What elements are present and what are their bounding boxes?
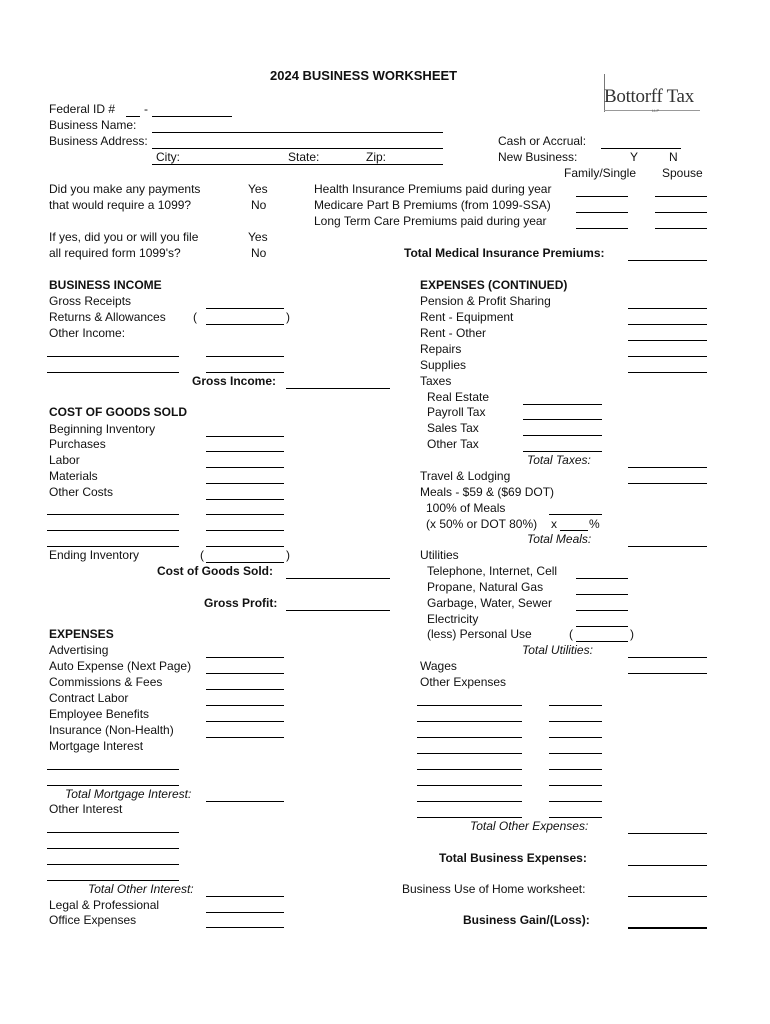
other-interest-label: Other Interest [49, 802, 123, 816]
other-costs-desc-1[interactable] [47, 514, 179, 515]
auto-expense-label: Auto Expense (Next Page) [49, 659, 192, 673]
state-label: State: [288, 150, 320, 164]
insurance-label: Insurance (Non-Health) [49, 723, 174, 737]
q1099-line1: Did you make any payments [49, 182, 201, 196]
meals-pct-sign: % [589, 517, 600, 531]
q1099f-yes[interactable]: Yes [248, 230, 268, 244]
materials-field[interactable] [206, 483, 284, 484]
cash-accrual-label: Cash or Accrual: [498, 134, 587, 148]
other-costs-amount-1[interactable] [206, 514, 284, 515]
returns-paren-open: ( [193, 310, 197, 324]
gross-profit-label: Gross Profit: [204, 596, 278, 610]
other-income-amount-1[interactable] [206, 356, 284, 357]
mortgage-desc-2[interactable] [47, 785, 179, 786]
returns-paren-close: ) [286, 310, 290, 324]
meals-50-label: (x 50% or DOT 80%) [426, 517, 538, 531]
cogs-heading: COST OF GOODS SOLD [49, 405, 188, 419]
travel-field[interactable] [628, 483, 707, 484]
other-exp-desc-3[interactable] [417, 737, 522, 738]
home-use-label: Business Use of Home worksheet: [402, 882, 586, 896]
sales-tax-field[interactable] [523, 435, 602, 436]
auto-expense-field[interactable] [206, 673, 284, 674]
other-exp-desc-1[interactable] [417, 705, 522, 706]
logo-text: Bottorff Tax [604, 86, 694, 107]
wages-label: Wages [420, 659, 457, 673]
telephone-field[interactable] [576, 578, 628, 579]
gross-receipts-label: Gross Receipts [49, 294, 132, 308]
personal-paren-close: ) [630, 627, 634, 641]
rent-other-field[interactable] [628, 340, 707, 341]
q1099-line2: that would require a 1099? [49, 198, 192, 212]
cost-goods-sold-label: Cost of Goods Sold: [157, 564, 273, 578]
travel-label: Travel & Lodging [420, 469, 511, 483]
propane-label: Propane, Natural Gas [427, 580, 544, 594]
total-business-expenses-label: Total Business Expenses: [439, 851, 587, 865]
other-exp-amount-5[interactable] [549, 769, 602, 770]
other-tax-label: Other Tax [427, 437, 479, 451]
other-exp-amount-7[interactable] [549, 801, 602, 802]
mortgage-interest-label: Mortgage Interest [49, 739, 144, 753]
office-label: Office Expenses [49, 913, 137, 927]
rent-other-label: Rent - Other [420, 326, 487, 340]
other-exp-amount-4[interactable] [549, 753, 602, 754]
q1099f-line1: If yes, did you or will you file [49, 230, 199, 244]
rent-equipment-label: Rent - Equipment [420, 310, 514, 324]
other-costs-amount-3[interactable] [206, 546, 284, 547]
total-mortgage-field[interactable] [206, 801, 284, 802]
returns-label: Returns & Allowances [49, 310, 166, 324]
gross-income-label: Gross Income: [192, 374, 277, 388]
expenses-heading: EXPENSES [49, 627, 114, 641]
logo-subtext: LLP [652, 108, 660, 113]
real-estate-tax-field[interactable] [523, 404, 602, 405]
cost-goods-sold-field[interactable] [286, 578, 390, 579]
other-tax-field[interactable] [523, 451, 602, 452]
purchases-field[interactable] [206, 451, 284, 452]
commissions-field[interactable] [206, 689, 284, 690]
total-other-interest-field[interactable] [206, 896, 284, 897]
ltc-spouse-field[interactable] [655, 228, 707, 229]
returns-field[interactable] [206, 324, 284, 325]
q1099-no[interactable]: No [251, 198, 267, 212]
telephone-label: Telephone, Internet, Cell [427, 564, 558, 578]
garbage-label: Garbage, Water, Sewer [427, 596, 552, 610]
contract-labor-field[interactable] [206, 705, 284, 706]
other-exp-desc-7[interactable] [417, 801, 522, 802]
other-interest-desc-4[interactable] [47, 880, 179, 881]
new-business-no[interactable]: N [669, 150, 678, 164]
company-logo [600, 72, 705, 116]
gross-receipts-field[interactable] [206, 308, 284, 309]
gross-income-field[interactable] [286, 388, 390, 389]
meals-x: x [551, 517, 557, 531]
total-other-expenses-field[interactable] [628, 833, 707, 834]
labor-label: Labor [49, 453, 80, 467]
office-field[interactable] [206, 927, 284, 928]
q1099-yes[interactable]: Yes [248, 182, 268, 196]
propane-field[interactable] [576, 594, 628, 595]
other-costs-label: Other Costs [49, 485, 114, 499]
other-interest-desc-3[interactable] [47, 864, 179, 865]
personal-use-label: (less) Personal Use [427, 627, 532, 641]
federal-id-field-1[interactable] [126, 116, 140, 117]
total-utilities-field[interactable] [628, 657, 707, 658]
total-other-interest-label: Total Other Interest: [88, 882, 194, 896]
ltc-label: Long Term Care Premiums paid during year [314, 214, 547, 228]
health-insurance-label: Health Insurance Premiums paid during year [314, 182, 552, 196]
legal-field[interactable] [206, 912, 284, 913]
home-use-field[interactable] [628, 896, 707, 897]
total-medical-label: Total Medical Insurance Premiums: [404, 246, 605, 260]
zip-label: Zip: [366, 150, 387, 164]
purchases-label: Purchases [49, 437, 106, 451]
cash-accrual-field[interactable] [601, 148, 681, 149]
other-income-label: Other Income: [49, 326, 126, 340]
employee-benefits-label: Employee Benefits [49, 707, 150, 721]
advertising-field[interactable] [206, 657, 284, 658]
ltc-family-field[interactable] [576, 228, 628, 229]
total-taxes-label: Total Taxes: [527, 453, 591, 467]
other-costs-desc-2[interactable] [47, 530, 179, 531]
health-insurance-family-field[interactable] [576, 196, 628, 197]
insurance-field[interactable] [206, 737, 284, 738]
other-interest-desc-2[interactable] [47, 848, 179, 849]
meals-percent-field[interactable] [560, 530, 588, 531]
business-income-heading: BUSINESS INCOME [49, 278, 162, 292]
ending-inventory-label: Ending Inventory [49, 548, 140, 562]
other-exp-amount-1[interactable] [549, 705, 602, 706]
electricity-field[interactable] [576, 626, 628, 627]
total-other-expenses-label: Total Other Expenses: [470, 819, 589, 833]
repairs-field[interactable] [628, 356, 707, 357]
federal-id-label: Federal ID # [49, 102, 116, 116]
total-utilities-label: Total Utilities: [522, 643, 593, 657]
payroll-tax-label: Payroll Tax [427, 405, 486, 419]
gross-profit-field[interactable] [286, 610, 390, 611]
other-income-desc-1[interactable] [47, 356, 179, 357]
other-exp-desc-5[interactable] [417, 769, 522, 770]
ending-inventory-field[interactable] [206, 562, 284, 563]
expenses-continued-heading: EXPENSES (CONTINUED) [420, 278, 568, 292]
business-name-label: Business Name: [49, 118, 137, 132]
employee-benefits-field[interactable] [206, 721, 284, 722]
other-costs-amount-2[interactable] [206, 530, 284, 531]
q1099f-line2: all required form 1099's? [49, 246, 181, 260]
other-income-amount-2[interactable] [206, 372, 284, 373]
other-exp-desc-4[interactable] [417, 753, 522, 754]
total-meals-field[interactable] [628, 546, 707, 547]
other-costs-field[interactable] [206, 499, 284, 500]
supplies-field[interactable] [628, 372, 707, 373]
beginning-inventory-label: Beginning Inventory [49, 422, 156, 436]
mortgage-desc-1[interactable] [47, 769, 179, 770]
other-income-desc-2[interactable] [47, 372, 179, 373]
supplies-label: Supplies [420, 358, 467, 372]
repairs-label: Repairs [420, 342, 462, 356]
rent-equipment-field[interactable] [628, 324, 707, 325]
health-insurance-spouse-field[interactable] [655, 196, 707, 197]
commissions-label: Commissions & Fees [49, 675, 163, 689]
beginning-inventory-field[interactable] [206, 436, 284, 437]
other-exp-desc-8[interactable] [417, 817, 522, 818]
medicare-label: Medicare Part B Premiums (from 1099-SSA) [314, 198, 551, 212]
business-name-field[interactable] [152, 132, 443, 133]
medicare-family-field[interactable] [576, 212, 628, 213]
meals-label: Meals - $59 & ($69 DOT) [420, 485, 555, 499]
other-expenses-label: Other Expenses [420, 675, 507, 689]
other-exp-amount-3[interactable] [549, 737, 602, 738]
legal-label: Legal & Professional [49, 898, 160, 912]
total-meals-label: Total Meals: [527, 532, 592, 546]
total-taxes-field[interactable] [628, 467, 707, 468]
business-address-label: Business Address: [49, 134, 148, 148]
payroll-tax-field[interactable] [523, 419, 602, 420]
labor-field[interactable] [206, 467, 284, 468]
taxes-label: Taxes [420, 374, 452, 388]
other-exp-amount-8[interactable] [549, 817, 602, 818]
personal-paren-open: ( [569, 627, 573, 641]
city-state-zip-field[interactable] [152, 164, 443, 165]
advertising-label: Advertising [49, 643, 109, 657]
materials-label: Materials [49, 469, 98, 483]
federal-id-dash: - [144, 102, 148, 116]
pension-label: Pension & Profit Sharing [420, 294, 551, 308]
business-gain-loss-field[interactable] [628, 927, 707, 929]
electricity-label: Electricity [427, 612, 479, 626]
contract-labor-label: Contract Labor [49, 691, 129, 705]
ending-paren-open: ( [200, 548, 204, 562]
meals-100-field[interactable] [549, 514, 602, 515]
total-business-expenses-field[interactable] [628, 865, 707, 866]
meals-100-label: 100% of Meals [426, 501, 506, 515]
total-medical-field[interactable] [628, 260, 707, 261]
sales-tax-label: Sales Tax [427, 421, 479, 435]
other-exp-desc-2[interactable] [417, 721, 522, 722]
other-interest-desc-1[interactable] [47, 832, 179, 833]
other-exp-amount-2[interactable] [549, 721, 602, 722]
other-costs-desc-3[interactable] [47, 546, 179, 547]
garbage-field[interactable] [576, 610, 628, 611]
ending-paren-close: ) [286, 548, 290, 562]
business-gain-loss-label: Business Gain/(Loss): [463, 913, 590, 927]
family-single-header: Family/Single [564, 166, 637, 180]
total-mortgage-label: Total Mortgage Interest: [65, 787, 192, 801]
personal-use-field[interactable] [576, 641, 628, 642]
city-label: City: [156, 150, 180, 164]
federal-id-field-2[interactable] [152, 116, 232, 117]
page-title: 2024 BUSINESS WORKSHEET [270, 68, 458, 83]
business-address-field[interactable] [152, 148, 443, 149]
new-business-label: New Business: [498, 150, 578, 164]
wages-field[interactable] [628, 673, 707, 674]
new-business-yes[interactable]: Y [630, 150, 639, 164]
real-estate-tax-label: Real Estate [427, 390, 490, 404]
pension-field[interactable] [628, 308, 707, 309]
medicare-spouse-field[interactable] [655, 212, 707, 213]
q1099f-no[interactable]: No [251, 246, 267, 260]
spouse-header: Spouse [662, 166, 703, 180]
other-exp-amount-6[interactable] [549, 785, 602, 786]
utilities-label: Utilities [420, 548, 459, 562]
other-exp-desc-6[interactable] [417, 785, 522, 786]
